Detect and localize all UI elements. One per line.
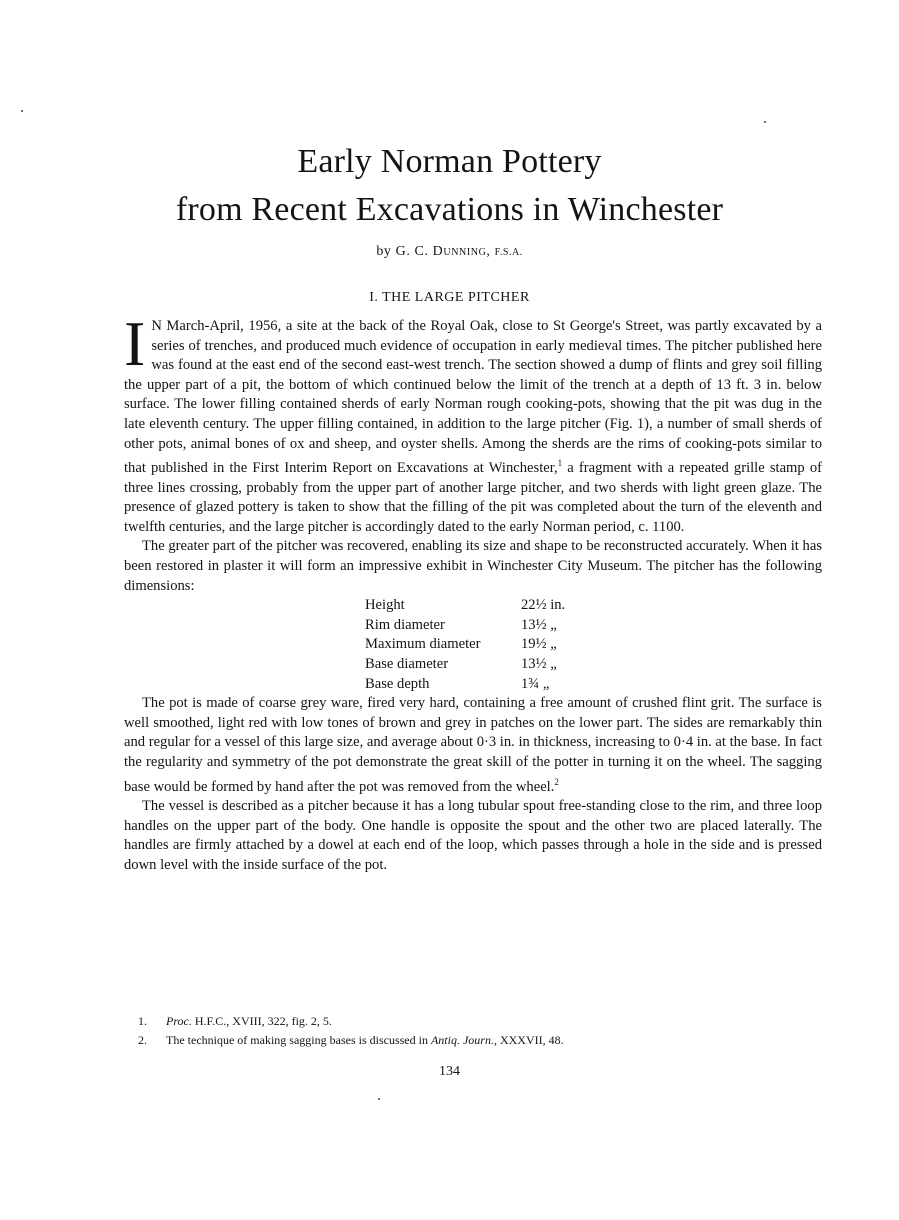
section-heading: I. THE LARGE PITCHER xyxy=(369,290,530,305)
author-byline xyxy=(0,244,899,260)
paragraph-1 xyxy=(124,308,822,537)
byline-prefix: by G. C. xyxy=(376,244,429,259)
page-number: 134 xyxy=(439,1064,460,1079)
dimension-row xyxy=(365,596,565,616)
dimension-value: 13½ „ xyxy=(521,655,557,672)
scan-speck xyxy=(21,110,23,112)
title-line-2: from Recent Excavations in Winchester xyxy=(175,191,724,228)
footnote-text: The technique of making sagging bases is discussed in xyxy=(166,1033,431,1047)
footnote-text: H.F.C., XVIII, 322, fig. 2, 5. xyxy=(191,1014,332,1028)
paragraph-1-text-a: N March-April, 1956, a site at the back of the Royal Oak, close to St George's Street, was partly excavated by a series of trenches, and produced much evidence of occupation in early medieval times. The pitcher published here was found at the east end of the second east-west trench. The section showed a dump of flints and grey soil filling the upper part of a pit, the bottom of which continued below the limit of the trench at a depth of 13 ft. 3 in. below surface. The lower filling contained sherds of early Norman rough cooking-pots, showing that the pit was dug in the late eleventh century. The upper filling contained, in addition to the large pitcher (Fig. 1), a number of small sherds of other pots, animal bones of ox and sheep, and oyster shells. Among the sherds are the rims of cooking-pots similar to that published in the First Interim Report on Excavations at Winchester, xyxy=(124,318,822,477)
dimension-row xyxy=(365,635,565,655)
title-line-1: Early Norman Pottery xyxy=(297,143,602,180)
article-body xyxy=(124,308,822,875)
paragraph-3-text: The pot is made of coarse grey ware, fired very hard, containing a free amount of crushed flint grit. The surface is well smoothed, light red with low tones of brown and grey in patches on the lower part. The sides are remarkably thin and regular for a vessel of this large size, and average about 0·3 in. in thickness, increasing to 0·4 in. at the base. In fact the regularity and symmetry of the pot demonstrate the great skill of the potter in turning it on the wheel. The sagging base would be formed by hand after the pot was removed from the wheel. xyxy=(124,695,822,795)
footnote-number: 2. xyxy=(138,1033,147,1047)
footnote-number: 1. xyxy=(138,1014,147,1028)
author-degree: F.S.A. xyxy=(494,247,523,258)
dimension-value: 1¾ „ xyxy=(521,675,550,692)
dimension-value: 22½ in. xyxy=(521,597,566,614)
dimension-row xyxy=(365,675,565,695)
scan-speck xyxy=(378,1098,380,1100)
footnote-source: Proc. xyxy=(166,1014,192,1028)
author-name: Dunning, xyxy=(432,244,491,259)
scan-speck xyxy=(764,121,766,123)
dimension-row xyxy=(365,616,565,636)
dimension-row xyxy=(365,655,565,675)
dimension-value: 13½ „ xyxy=(521,616,557,633)
paragraph-1-text-b: a fragment with a repeated grille stamp of three lines crossing, probably from the upper part of another large pitcher, and two sherds with light green glaze. The presence of glazed pottery is taken to show that the filling of the pit was completed about the turn of the eleventh and twelfth centuries, and the large pitcher is accordingly dated to the early Norman period, c. 1100. xyxy=(124,460,822,535)
dimension-label: Height xyxy=(365,597,405,614)
dimension-label: Base diameter xyxy=(365,655,449,672)
footnote-2 xyxy=(124,1031,822,1050)
paragraph-3 xyxy=(124,694,822,797)
footnotes xyxy=(124,1012,822,1050)
dimension-label: Maximum diameter xyxy=(365,636,481,653)
dimension-label: Rim diameter xyxy=(365,616,445,633)
drop-cap: I xyxy=(124,308,146,379)
dimension-label: Base depth xyxy=(365,675,430,692)
footnote-ref-1: 1 xyxy=(557,458,563,469)
footnote-source: Antiq. Journ. xyxy=(430,1033,494,1047)
paragraph-4: The vessel is described as a pitcher because it has a long tubular spout free-standing close to the rim, and three loop handles on the upper part of the body. One handle is opposite the spout and the other two are placed laterally. The handles are firmly attached by a dowel at each end of the loop, which passes through a hole in the side and is pressed down level with the inside surface of the pot. xyxy=(124,797,822,873)
article-title xyxy=(0,138,899,234)
footnote-text-end: , XXXVII, 48. xyxy=(493,1033,564,1047)
dimension-value: 19½ „ xyxy=(521,636,557,653)
dimensions-table xyxy=(365,596,565,694)
footnote-1 xyxy=(124,1012,822,1031)
footnote-ref-2: 2 xyxy=(554,776,559,787)
paragraph-2: The greater part of the pitcher was recovered, enabling its size and shape to be reconstructed accurately. When it has been restored in plaster it will form an impressive exhibit in Winchester City Museum. The pitcher has the following dimensions: xyxy=(124,538,822,594)
